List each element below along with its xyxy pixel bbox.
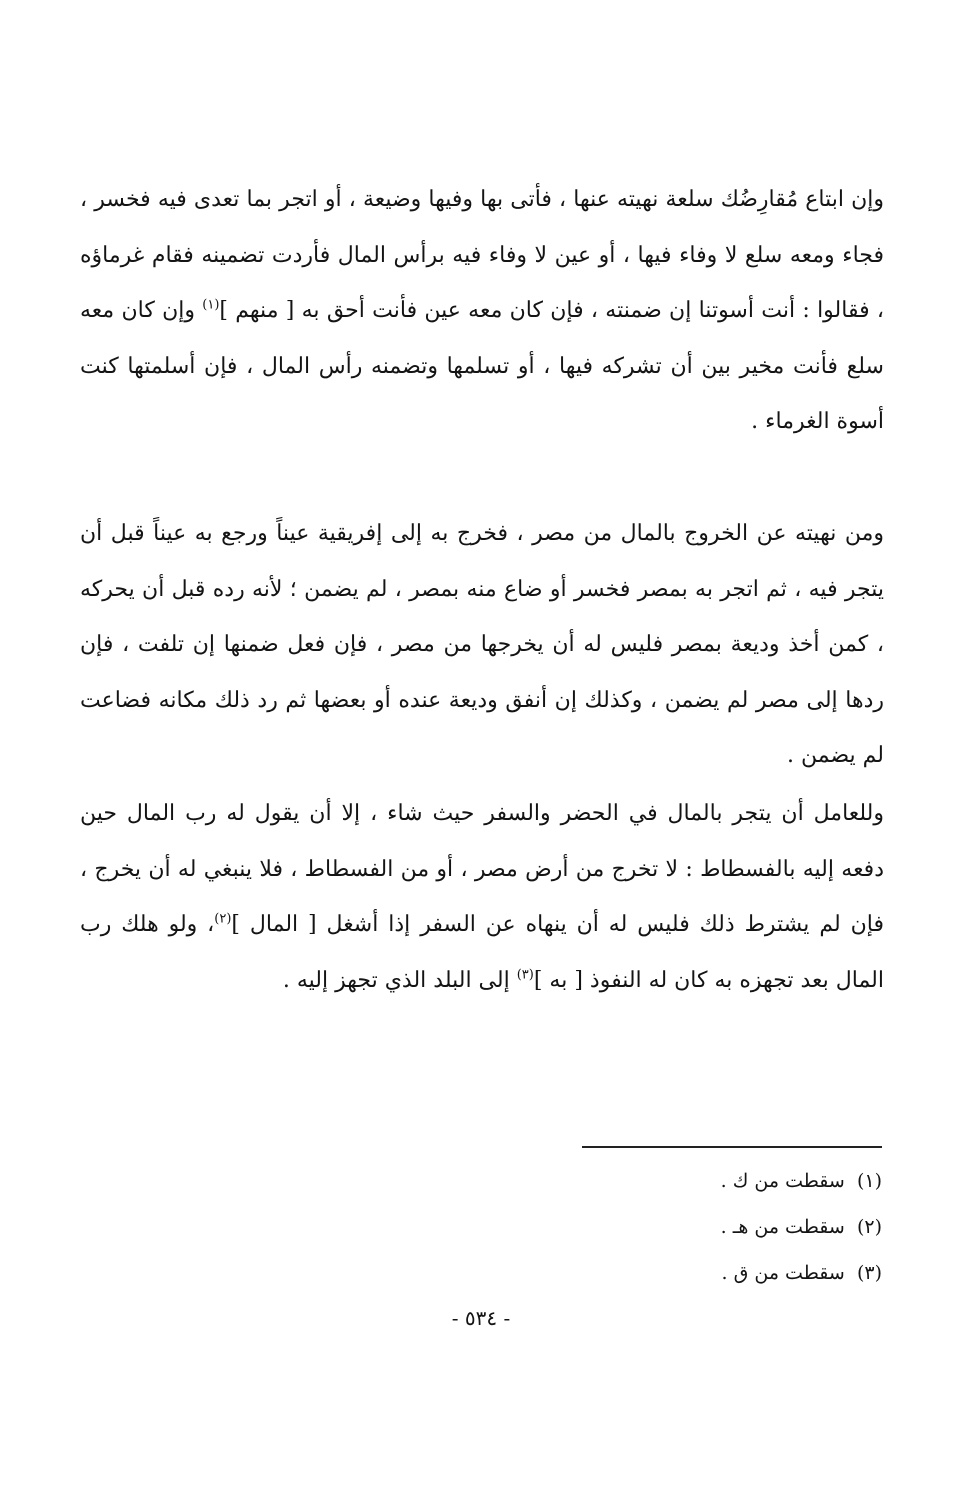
paragraph-3-part-2: ، ولو هلك رب المال بعد تجهزه به كان له النفوذ [ به ] (80, 912, 884, 993)
footnote-text: سقطت من ك . (720, 1170, 845, 1192)
paragraph-3-text (80, 786, 884, 1008)
footnote-divider (582, 1146, 882, 1148)
paragraph-1-text (80, 172, 884, 450)
footnote-ref-1: (١) (202, 297, 220, 313)
footnote-text: سقطت من هـ . (720, 1216, 845, 1238)
page-number: - ٥٣٤ - (451, 1306, 511, 1330)
footnote-marker: (١) (856, 1170, 882, 1192)
paragraph-1-part-1: وإن ابتاع مُقارِضُك سلعة نهيته عنها ، فأتى بها وفيها وضيعة ، أو اتجر بما تعدى فيه فخسر ، فجاء ومعه سلع لا وفاء فيها ، أو عين لا وفاء فيه برأس المال فأردت تضمينه فقام غرماؤه ، فقالوا : أنت أسوتنا إن ضمنته ، فإن كان معه عين فأنت أحق به [ منهم ] (80, 187, 884, 323)
paragraph-1 (80, 172, 884, 450)
paragraph-3 (80, 786, 884, 1008)
footnotes (582, 1158, 882, 1296)
footnote-1 (582, 1158, 882, 1204)
footnote-marker: (٢) (856, 1216, 882, 1238)
footnote-ref-2: (٢) (214, 911, 232, 927)
footnote-ref-3: (٣) (516, 967, 534, 983)
paragraph-3-part-1: وللعامل أن يتجر بالمال في الحضر والسفر حيث شاء ، إلا أن يقول له رب المال حين دفعه إليه بالفسطاط : لا تخرج من أرض مصر ، أو من الفسطاط ، فلا ينبغي له أن يخرج ، فإن لم يشترط ذلك فليس له أن ينهاه عن السفر إذا أشغل [ المال ] (80, 801, 884, 937)
paragraph-2 (80, 506, 884, 784)
paragraph-3-part-3: إلى البلد الذي تجهز إليه . (282, 967, 517, 993)
footnote-text: سقطت من ق . (721, 1262, 845, 1284)
paragraph-1-part-2: وإن كان معه سلع فأنت مخير بين أن تشركه فيها ، أو تسلمها وتضمنه رأس المال ، فإن أسلمتها كنت أسوة الغرماء . (80, 298, 884, 434)
paragraph-2-text: ومن نهيته عن الخروج بالمال من مصر ، فخرج به إلى إفريقية عيناً ورجع به عيناً قبل أن يتجر فيه ، ثم اتجر به بمصر فخسر أو ضاع منه بمصر ، لم يضمن ؛ لأنه رده قبل أن يحركه ، كمن أخذ وديعة بمصر فليس له أن يخرجها من مصر ، فإن فعل ضمنها إن تلفت ، فإن ردها إلى مصر لم يضمن ، وكذلك إن أنفق وديعة عنده أو بعضها ثم رد ذلك مكانه فضاعت لم يضمن . (80, 521, 884, 768)
footnote-marker: (٣) (856, 1262, 882, 1284)
footnote-3 (582, 1250, 882, 1296)
footnote-2 (582, 1204, 882, 1250)
